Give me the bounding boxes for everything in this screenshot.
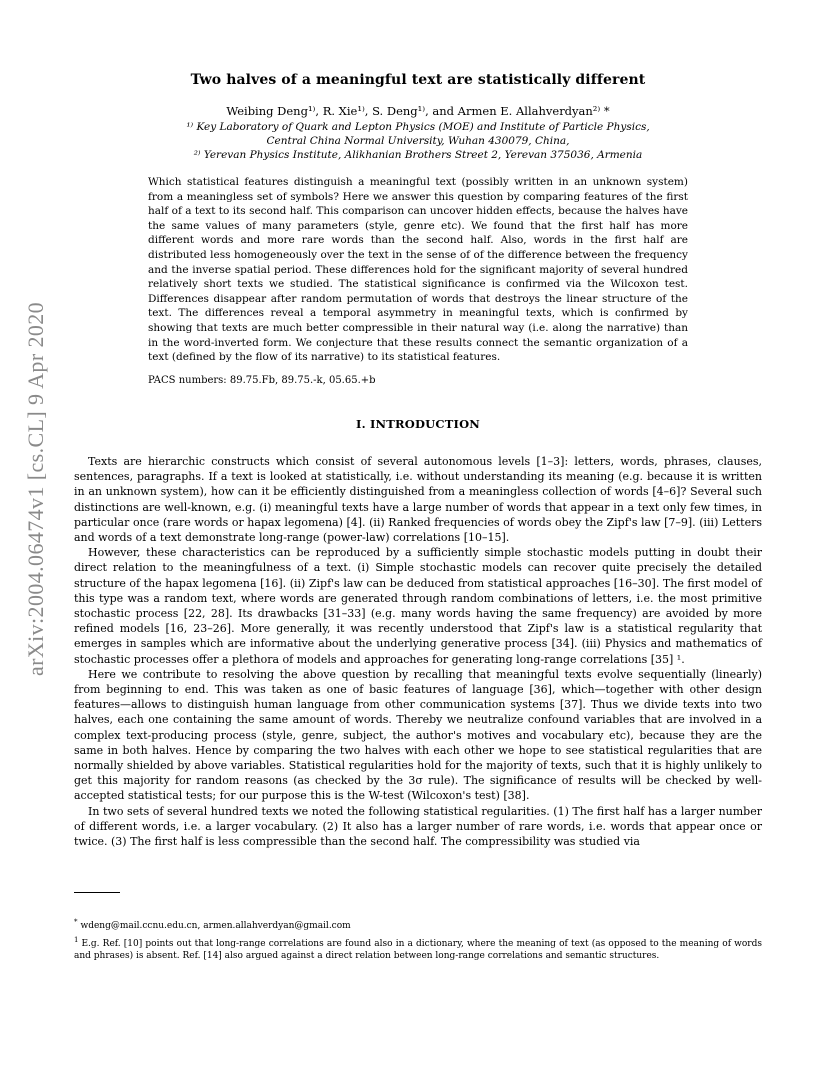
affiliations (74, 120, 762, 162)
arxiv-identifier: arXiv:2004.06474v1 [cs.CL] 9 Apr 2020 (23, 301, 48, 677)
footnote-mark: * (74, 918, 78, 926)
abstract: Which statistical features distinguish a meaningful text (possibly written in an unknown system) from a meaningless set of symbols? Here we answer this question by comparing features of the first half of a text to its second half. This comparison can uncover hidden effects, because the halves have the same values of many parameters (style, genre etc). We found that the first half has more different words and more rare words than the second half. Also, words in the first half are distributed less homogeneously over the text in the sense of of the difference between the frequency and the inverse spatial period. These differences hold for the significant majority of several hundred relatively short texts we studied. The statistical significance is confirmed via the Wilcoxon test. Differences disappear after random permutation of words that destroys the linear structure of the text. The differences reveal a temporal asymmetry in meaningful texts, which is confirmed by showing that texts are much better compressible in their natural way (i.e. along the narrative) than in the word-inverted form. We conjecture that these results connect the semantic organization of a text (defined by the flow of its narrative) to its statistical features. (148, 176, 688, 364)
affiliation-line-2: Central China Normal University, Wuhan 430079, China, (266, 135, 570, 147)
footnote-text: wdeng@mail.ccnu.edu.cn, armen.allahverdyan@gmail.com (80, 921, 351, 931)
footnote-divider (74, 892, 120, 893)
footnote-mark: 1 (74, 935, 79, 944)
affiliation-line-3: ²⁾ Yerevan Physics Institute, Alikhanian Brothers Street 2, Yerevan 375036, Armenia (193, 149, 643, 161)
pacs-numbers: PACS numbers: 89.75.Fb, 89.75.-k, 05.65.+b (148, 375, 376, 386)
arxiv-stamp (14, 264, 58, 714)
footnote-1 (74, 934, 762, 963)
footnote-email (74, 916, 762, 933)
footnote-text: E.g. Ref. [10] points out that long-range correlations are found also in a dictionary, where the meaning of text (as opposed to the meaning of words and phrases) is absent. Ref. [14] also argued against a direct relation between long-range correlations and semantic structures. (74, 938, 762, 961)
footnotes (74, 916, 762, 964)
paragraph-2: However, these characteristics can be reproduced by a sufficiently simple stochastic models putting in doubt their direct relation to the meaningfulness of a text. (i) Simple stochastic models can recover quite precisely the detailed structure of the hapax legomena [16]. (ii) Zipf's law can be deduced from statistical approaches [16–30]. The first model of this type was a random text, where words are generated through random combinations of letters, i.e. the most primitive stochastic process [22, 28]. Its drawbacks [31–33] (e.g. many words having the same frequency) are avoided by more refined models [16, 23–26]. More generally, it was recently understood that Zipf's law is a statistical regularity that emerges in samples which are informative about the underlying generative process [34]. (iii) Physics and mathematics of stochastic processes offer a plethora of models and approaches for generating long-range correlations [35] ¹. (74, 546, 762, 666)
paragraph-4: In two sets of several hundred texts we noted the following statistical regularities. (1) The first half has a larger number of different words, i.e. a larger vocabulary. (2) It also has a larger number of rare words, i.e. words that appear once or twice. (3) The first half is less compressible than the second half. The compressibility was studied via (74, 804, 762, 849)
affiliation-line-1: ¹⁾ Key Laboratory of Quark and Lepton Physics (MOE) and Institute of Particle Physics, (186, 121, 650, 133)
introduction-body (74, 454, 762, 849)
paragraph-3: Here we contribute to resolving the above question by recalling that meaningful texts evolve sequentially (linearly) from beginning to end. This was taken as one of basic features of language [36], which—together with other design features—allows to distinguish human language from other communication systems [37]. Thus we divide texts into two halves, each one containing the same amount of words. Thereby we neutralize confound variables that are involved in a complex text-producing process (style, genre, subject, the author's motives and vocabulary etc), because they are the same in both halves. Hence by comparing the two halves with each other we hope to see statistical regularities that are normally shielded by above variables. Statistical regularities hold for the majority of texts, such that it is highly unlikely to get this majority for random reasons (as checked by the 3σ rule). The significance of results will be checked by well-accepted statistical tests; for our purpose this is the W-test (Wilcoxon's test) [38]. (74, 667, 762, 803)
author-list: Weibing Deng¹⁾, R. Xie¹⁾, S. Deng¹⁾, and Armen E. Allahverdyan²⁾ * (226, 104, 610, 118)
paper-title: Two halves of a meaningful text are statistically different (190, 72, 646, 88)
paragraph-1: Texts are hierarchic constructs which consist of several autonomous levels [1–3]: letters, words, phrases, clauses, sentences, paragraphs. If a text is looked at statistically, i.e. without understanding its meaning (e.g. because it is written in an unknown system), how can it be efficiently distinguished from a meaningless collection of words [4–6]? Several such distinctions are well-known, e.g. (i) meaningful texts have a large number of words that appear in a text only few times, in particular once (rare words or hapax legomena) [4]. (ii) Ranked frequencies of words obey the Zipf's law [7–9]. (iii) Letters and words of a text demonstrate long-range (power-law) correlations [10–15]. (74, 455, 762, 545)
section-heading-introduction: I. INTRODUCTION (355, 417, 481, 431)
